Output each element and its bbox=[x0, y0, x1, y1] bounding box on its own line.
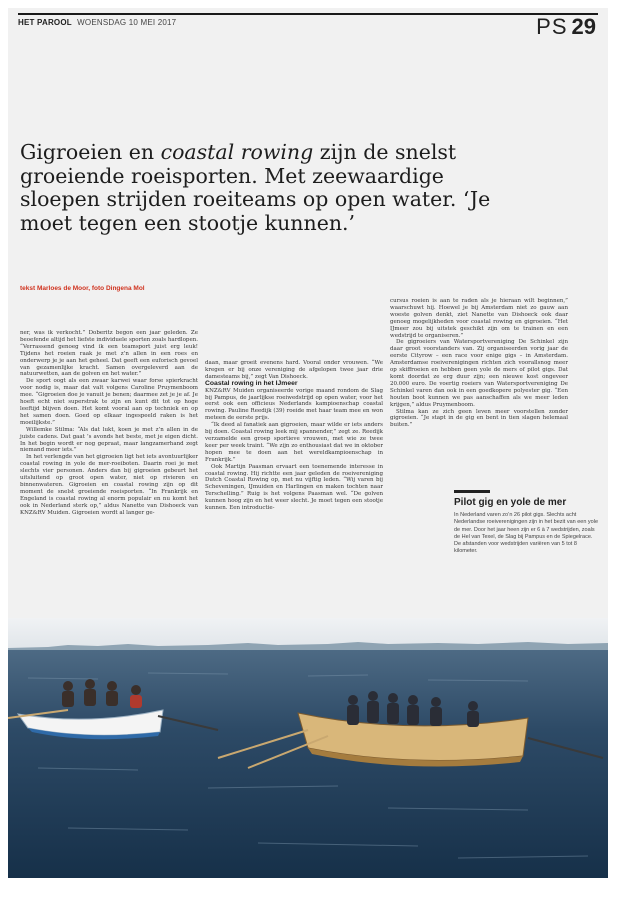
paragraph: In het verlengde van het gigroeien ligt het iets avontuurlijker coastal rowing in yole de mer-roeiboten. Daarin roei je met slechts vier personen. Anders dan bij gigroeien gebeurt het uitsluitend op groot open water, niet op rivieren en binnenwateren. Gigroeien en coastal rowing zijn op dit moment de snelst groeiende roeisporten. “In Frankrijk en Engeland is coastal rowing al enorm populair en nu komt het ook in Nederland sterk op,” aldus Nanette van Dishoeck van KNZ&RV Muiden. Gigroeien wordt al langer ge- bbox=[20, 454, 198, 516]
paragraph: KNZ&RV Muiden organiseerde vorige maand rondom de Slag bij Pampus, de jaarlijkse roeiwedstrijd op open water, voor het eerst ook een officieus Nederlands kampioenschap coastal rowing. Pauline Reedijk (39) roeide met haar team mee en won meteen de eerste prijs. bbox=[205, 387, 383, 422]
info-box-title: Pilot gig en yole de mer bbox=[454, 497, 567, 508]
paragraph: Ook Martijn Paasman ervaart een toenemende interesse in coastal rowing. Hij richtte een jaar geleden de roeivereniging Dutch Coastal Rowing op, met nu vijftig leden. “Wij varen bij Scheveningen, IJmuiden en Harlingen en maken tochten naar Terschelling.” Ruig is het volgens Paasman wel. “De golven kunnen hoog zijn en het weer slecht. Je moet tegen een stootje kunnen. Een introductie- bbox=[205, 463, 383, 512]
headline-italic: coastal rowing bbox=[160, 140, 314, 164]
headline bbox=[20, 141, 500, 235]
paragraph: Willemke Stilma: “Als dat lukt, koen je met z’n allen in de juiste cadens. Dat gaat ’s avonds het beste, met je eigen dicht. In het begin wordt er nog gepraat, maar langzamerhand zegt niemand meer iets.” bbox=[20, 426, 198, 454]
headline-part-1: Gigroeien en bbox=[20, 140, 161, 164]
page-marker bbox=[536, 14, 596, 40]
article-column-2 bbox=[205, 360, 383, 512]
paragraph: ner, was ik verkocht.” Doberitz begon een jaar geleden. Ze beoefende altijd het liefste individuele sporten zoals hardlopen. “Verrassend genoeg vind ik een teamsport juist erg leuk! Tijdens het roeien raak je met z’n allen in een roes en onderwerp je je aan het geheel. Dat geeft een euforisch gevoel van gezamenlijke kracht. Samen overgeleverd aan de natuurwetten, aan de golven en het water.” bbox=[20, 330, 198, 378]
paper-date: WOENSDAG 10 MEI 2017 bbox=[77, 18, 177, 27]
section-label: PS bbox=[536, 14, 568, 39]
headline-part-2: zijn de snelst groeiende roeisporten. Met zeewaardige sloepen strijden roeiteams op open water. ‘Je moet tegen een stootje kunnen.’ bbox=[20, 140, 491, 235]
paper-name: HET PAROOL bbox=[18, 18, 72, 27]
paragraph: cursus roeien is aan te raden als je hieraan wilt beginnen,” waarschuwt hij. Hoewel je bij Amsterdam niet zo gauw aan woeste golven denkt, ziet Nanette van Dishoeck ook daar genoeg mogelijkheden voor coastal rowing en gigroeien. “Het IJmeer zou bij uitstek geschikt zijn om te trainen en een wedstrijd te organiseren.” bbox=[390, 298, 568, 339]
info-box bbox=[454, 490, 600, 556]
paragraph: De sport oogt als een zwaar karwei waar forse spierkracht voor nodig is, maar dat valt volgens Caroline Pruymenboom mee. “Gigroeien doe je vanuit je benen; daarmee zet je je af. Je hoeft echt niet superstrak te zijn en kunt dit tot op hoge leeftijd blijven doen. Het komt vooral aan op techniek en op het samen doen. Goed op elkaar ingespeeld raken is het moeilijkste.” bbox=[20, 378, 198, 426]
paragraph: daan, maar groeit evenens hard. Vooral onder vrouwen. “We kregen er bij onze vereniging de afgelopen twee jaar drie damesteams bij,” zegt Van Dishoeck. bbox=[205, 360, 383, 380]
article-column-3 bbox=[390, 298, 568, 429]
paper-header bbox=[18, 18, 176, 27]
paragraph: Stilma kan ze zich geen leven meer voorstellen zonder gigroeien. “Je stapt in de gig en bent in tien slagen helemaal buiten.” bbox=[390, 408, 568, 429]
header-rule bbox=[18, 13, 598, 15]
rowing-boats-photo bbox=[8, 618, 608, 878]
intertitle: Coastal rowing in het IJmeer bbox=[205, 379, 298, 387]
article-column-1 bbox=[20, 330, 198, 516]
paragraph: De gigroeiers van Watersportvereniging De Schinkel zijn daar groot voorstanders van. Zij organiseerden vorig jaar de eerste Cityrow – een race voor enige gigs – in Amsterdam. Amsterdamse roeiverenigingen richten zich voorallsnog meer op skiffroeien en hebben geen yole de mers of pilot gigs. Dat komt doordat ze erg duur zijn; een nieuwe kost ongeveer 20.000 euro. De voertig roeiers van Watersportvereniging De Schinkel varen dan ook in een goedkopere polyester gig. “Een houten boot kunnen we pas aanschaffen als we meer leden krijgen,” aldus Pruymenboom. bbox=[390, 339, 568, 408]
photo-illustration bbox=[8, 618, 608, 878]
paragraph: “Ik deed al fanatiek aan gigroeien, maar wilde er iets anders bij doen. Coastal rowing leek mij spannender,” zegt ze. Reedijk verzamelde een groep sportieve vrouwen, met wie ze twee keer per week traint. “We zijn zo enthousiast dat we in oktober hopen mee te doen aan het wereldkampioenschap in Frankrijk.” bbox=[205, 422, 383, 463]
byline: tekst Marloes de Moor, foto Dingena Mol bbox=[20, 285, 145, 292]
info-box-text: In Nederland varen zo’n 26 pilot gigs. Slechts acht Nederlandse roeiverenigingen zijn in het bezit van een yole de mer. Door het jaar heen zijn er 6 à 7 wedstrijden, zoals de Hel van Texel, de Slag bij Pampus en de Spiegelrace. De afstanden voor wedstrijden variëren van 5 tot 8 kilometer. bbox=[454, 512, 599, 555]
info-box-rule bbox=[454, 490, 490, 493]
newspaper-page bbox=[8, 8, 608, 878]
page-number: 29 bbox=[571, 14, 596, 39]
